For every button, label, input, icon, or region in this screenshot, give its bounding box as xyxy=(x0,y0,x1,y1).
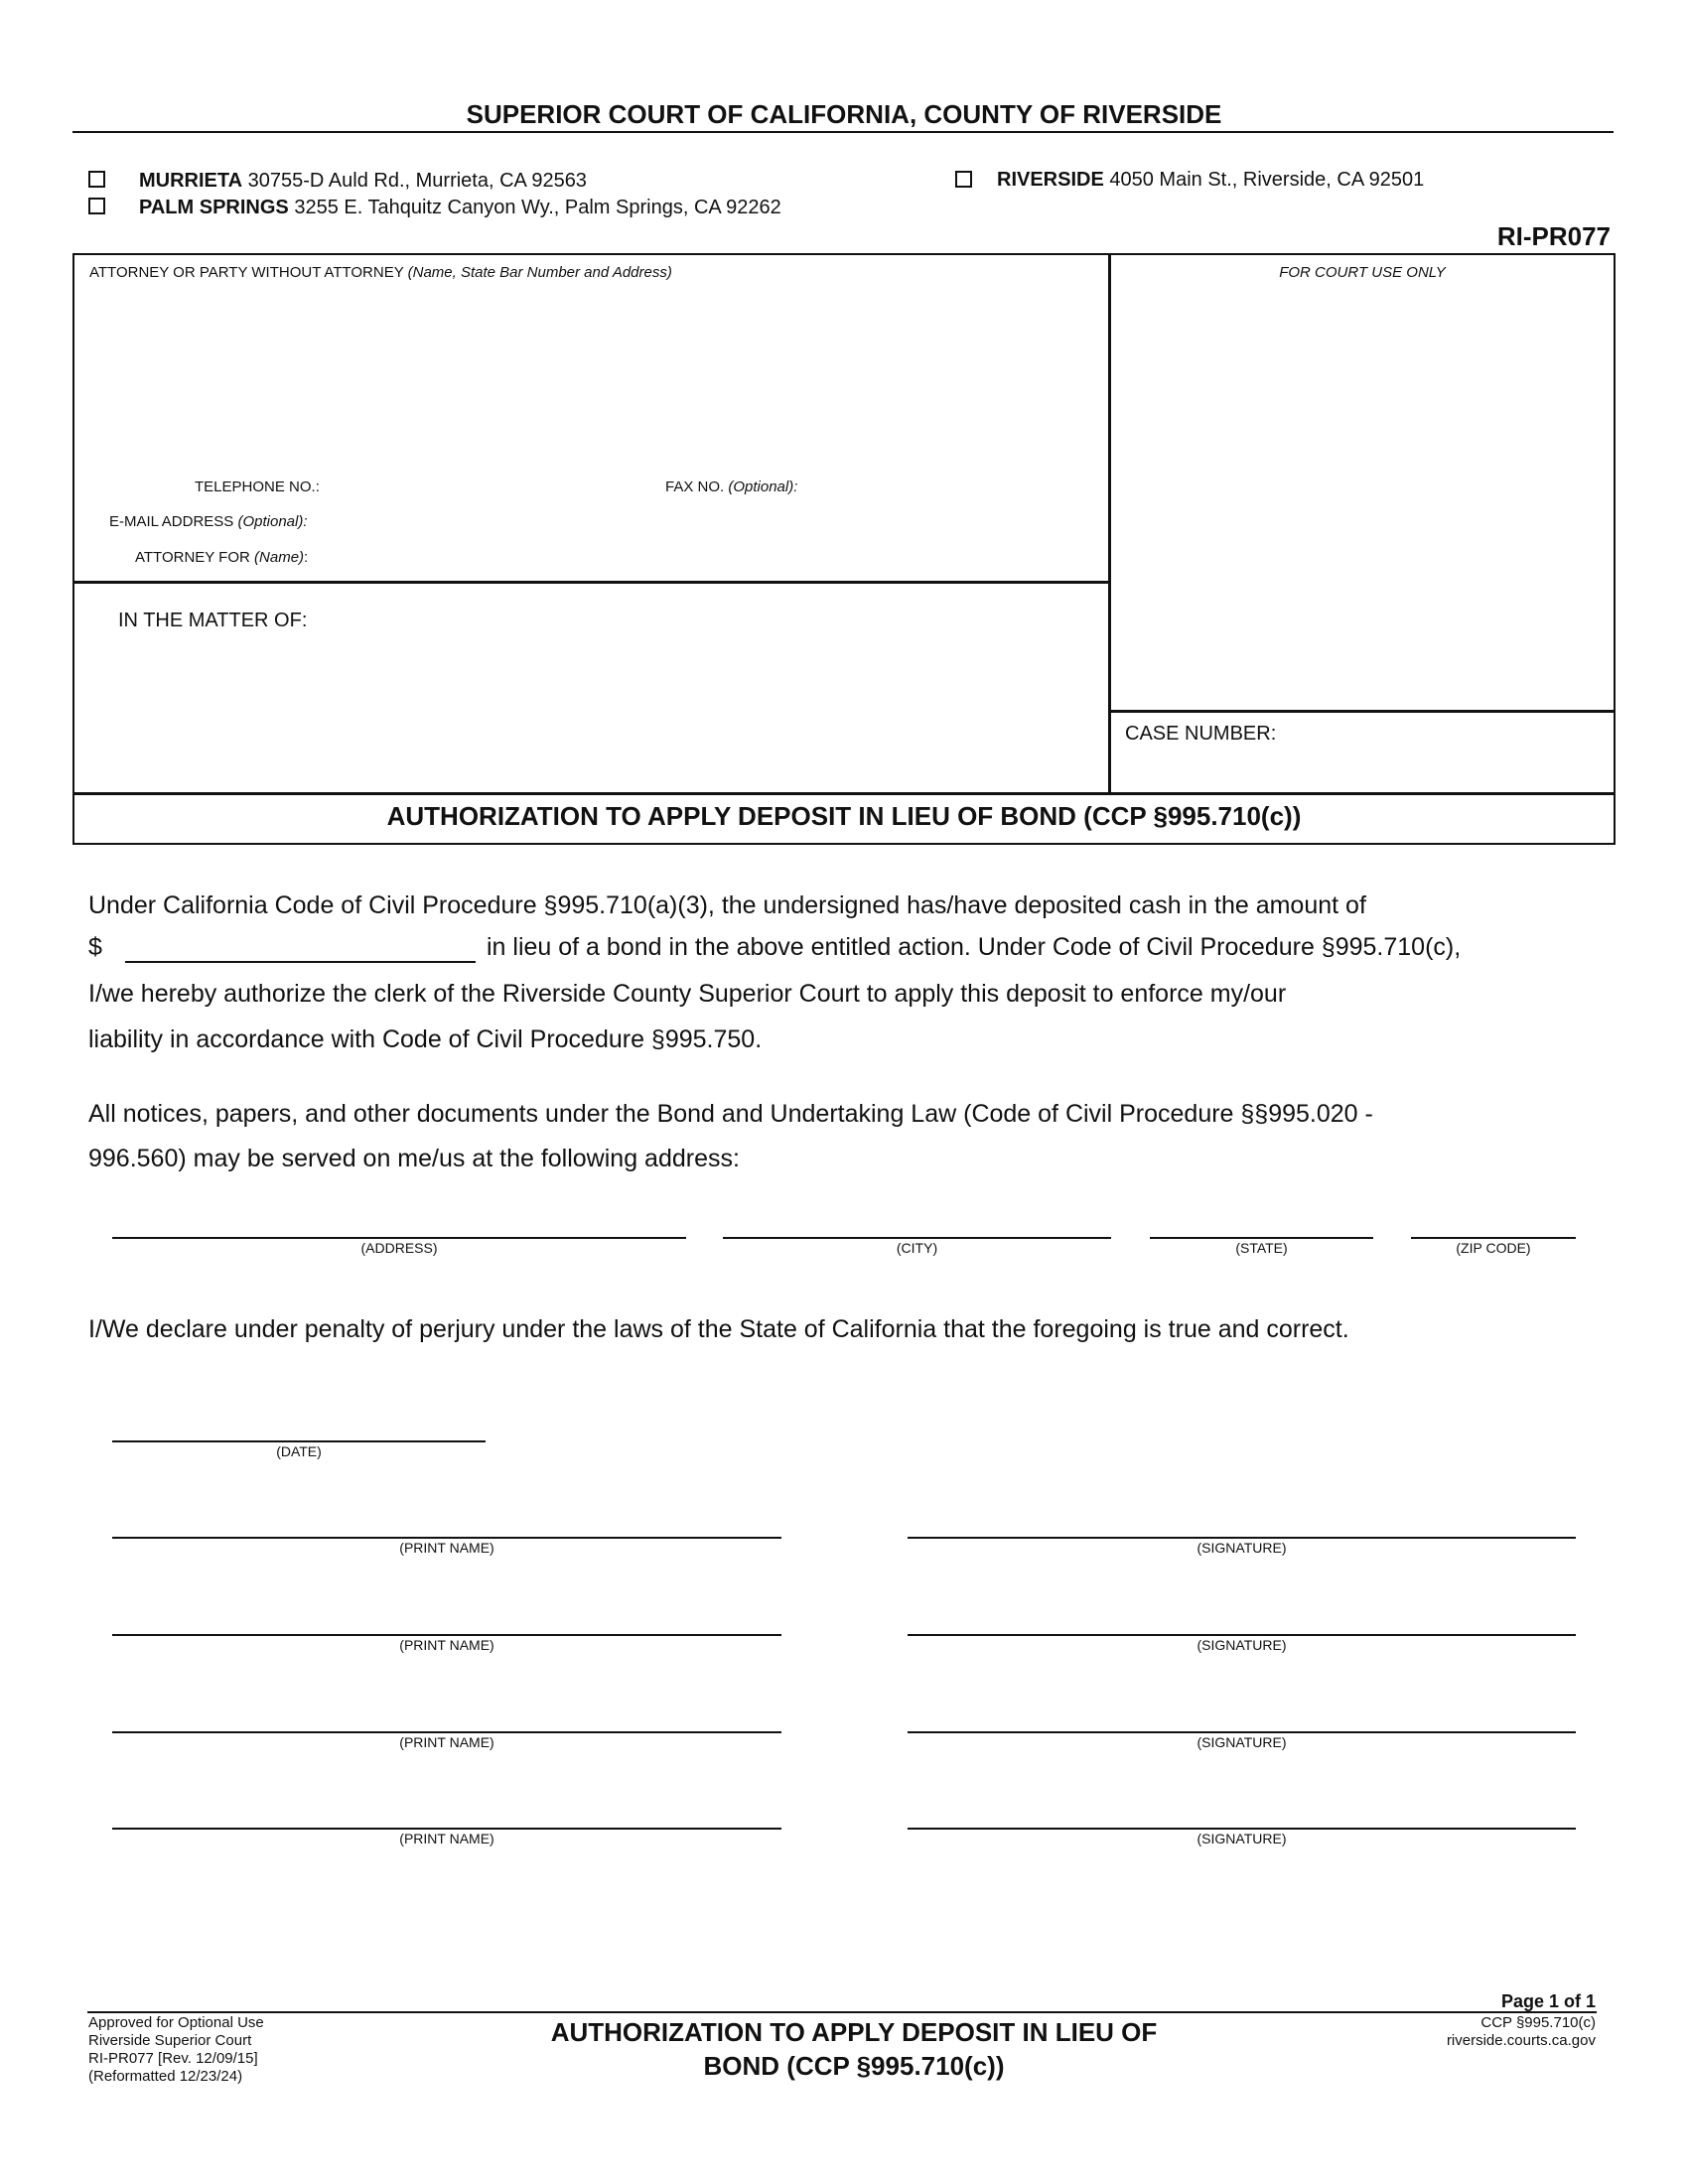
address-label: (ADDRESS) xyxy=(360,1240,438,1256)
fax-field[interactable] xyxy=(824,475,1092,498)
paragraph-1-line-4: liability in accordance with Code of Civil Procedure §995.750. xyxy=(88,1025,763,1053)
signature-field-4[interactable] xyxy=(908,1828,1576,1830)
case-number-divider xyxy=(1109,710,1616,713)
print-name-field-2[interactable] xyxy=(112,1634,781,1636)
city-field[interactable] xyxy=(723,1237,1111,1239)
attorney-for-label: ATTORNEY FOR (Name): xyxy=(135,549,309,566)
telephone-field[interactable] xyxy=(343,475,640,498)
dollar-sign: $ xyxy=(88,933,102,961)
page-number: Page 1 of 1 xyxy=(1500,1991,1596,2011)
state-field[interactable] xyxy=(1150,1237,1373,1239)
print-name-label: (PRINT NAME) xyxy=(399,1734,494,1750)
footer-website[interactable]: riverside.courts.ca.gov xyxy=(1446,2032,1596,2049)
email-label: E-MAIL ADDRESS (Optional): xyxy=(109,513,308,530)
print-name-field-1[interactable] xyxy=(112,1537,781,1539)
city-label: (CITY) xyxy=(896,1240,938,1256)
attorney-divider xyxy=(73,581,1109,584)
amount-field[interactable] xyxy=(125,961,476,963)
matter-field[interactable] xyxy=(118,637,1091,786)
attorney-label: ATTORNEY OR PARTY WITHOUT ATTORNEY (Name, State Bar Number and Address) xyxy=(89,264,672,281)
matter-label: IN THE MATTER OF: xyxy=(118,610,308,631)
paragraph-1-line-2: in lieu of a bond in the above entitled action. Under Code of Civil Procedure §995.710(c), xyxy=(487,933,1462,961)
attorney-for-field[interactable] xyxy=(343,545,1077,569)
form-number: RI-PR077 xyxy=(1496,221,1611,251)
signature-label: (SIGNATURE) xyxy=(1196,1734,1287,1750)
header-rule xyxy=(72,131,1614,133)
print-name-label: (PRINT NAME) xyxy=(399,1637,494,1653)
signature-label: (SIGNATURE) xyxy=(1196,1540,1287,1556)
declaration: I/We declare under penalty of perjury under the laws of the State of California that the foregoing is true and correct. xyxy=(88,1315,1349,1343)
signature-label: (SIGNATURE) xyxy=(1196,1637,1287,1653)
caption-divider xyxy=(1108,254,1111,793)
court-name: SUPERIOR COURT OF CALIFORNIA, COUNTY OF RIVERSIDE xyxy=(466,99,1222,129)
footer-statute: CCP §995.710(c) xyxy=(1480,2014,1596,2031)
signature-field-2[interactable] xyxy=(908,1634,1576,1636)
footer-court: Riverside Superior Court xyxy=(88,2032,252,2049)
paragraph-2-line-2: 996.560) may be served on me/us at the following address: xyxy=(88,1145,740,1172)
checkbox-riverside[interactable] xyxy=(955,171,972,188)
telephone-label: TELEPHONE NO.: xyxy=(195,478,320,495)
court-use-label: FOR COURT USE ONLY xyxy=(1279,264,1446,281)
location-murrieta: MURRIETA 30755-D Auld Rd., Murrieta, CA 92563 xyxy=(139,170,587,192)
paragraph-2-line-1: All notices, papers, and other documents under the Bond and Undertaking Law (Code of Civil Procedure §§995.020 - xyxy=(88,1100,1373,1128)
email-field[interactable] xyxy=(343,509,1077,533)
zip-label: (ZIP CODE) xyxy=(1456,1240,1531,1256)
location-riverside: RIVERSIDE 4050 Main St., Riverside, CA 92501 xyxy=(997,169,1425,191)
signature-label: (SIGNATURE) xyxy=(1196,1831,1287,1846)
zip-field[interactable] xyxy=(1411,1237,1576,1239)
footer-rule xyxy=(87,2011,1597,2013)
location-palm-springs: PALM SPRINGS 3255 E. Tahquitz Canyon Wy., Palm Springs, CA 92262 xyxy=(139,197,781,218)
footer-reformatted: (Reformatted 12/23/24) xyxy=(88,2068,243,2085)
paragraph-1-line-1: Under California Code of Civil Procedure §995.710(a)(3), the undersigned has/have deposited cash in the amount of xyxy=(88,891,1366,919)
footer-approved: Approved for Optional Use xyxy=(88,2014,264,2031)
attorney-name-address-field[interactable] xyxy=(89,288,1092,467)
paragraph-1-line-3: I/we hereby authorize the clerk of the Riverside County Superior Court to apply this deposit to enforce my/our xyxy=(88,980,1287,1008)
checkbox-palm-springs[interactable] xyxy=(88,198,105,214)
print-name-field-4[interactable] xyxy=(112,1828,781,1830)
checkbox-murrieta[interactable] xyxy=(88,171,105,188)
case-number-field[interactable] xyxy=(1125,750,1602,785)
case-number-label: CASE NUMBER: xyxy=(1125,723,1277,745)
fax-label: FAX NO. (Optional): xyxy=(665,478,798,495)
title-divider xyxy=(73,792,1615,795)
footer-revision: RI-PR077 [Rev. 12/09/15] xyxy=(88,2050,258,2067)
footer-title: AUTHORIZATION TO APPLY DEPOSIT IN LIEU OF BOND (CCP §995.710(c)) xyxy=(550,2017,1158,2081)
footer-right xyxy=(1291,2014,1596,2050)
date-label: (DATE) xyxy=(276,1443,322,1459)
print-name-field-3[interactable] xyxy=(112,1731,781,1733)
document-title: AUTHORIZATION TO APPLY DEPOSIT IN LIEU OF BOND (CCP §995.710(c)) xyxy=(386,801,1302,831)
state-label: (STATE) xyxy=(1235,1240,1288,1256)
date-field[interactable] xyxy=(112,1440,486,1442)
signature-field-3[interactable] xyxy=(908,1731,1576,1733)
footer-left xyxy=(88,2014,264,2086)
print-name-label: (PRINT NAME) xyxy=(399,1831,494,1846)
address-field[interactable] xyxy=(112,1237,686,1239)
print-name-label: (PRINT NAME) xyxy=(399,1540,494,1556)
signature-field-1[interactable] xyxy=(908,1537,1576,1539)
